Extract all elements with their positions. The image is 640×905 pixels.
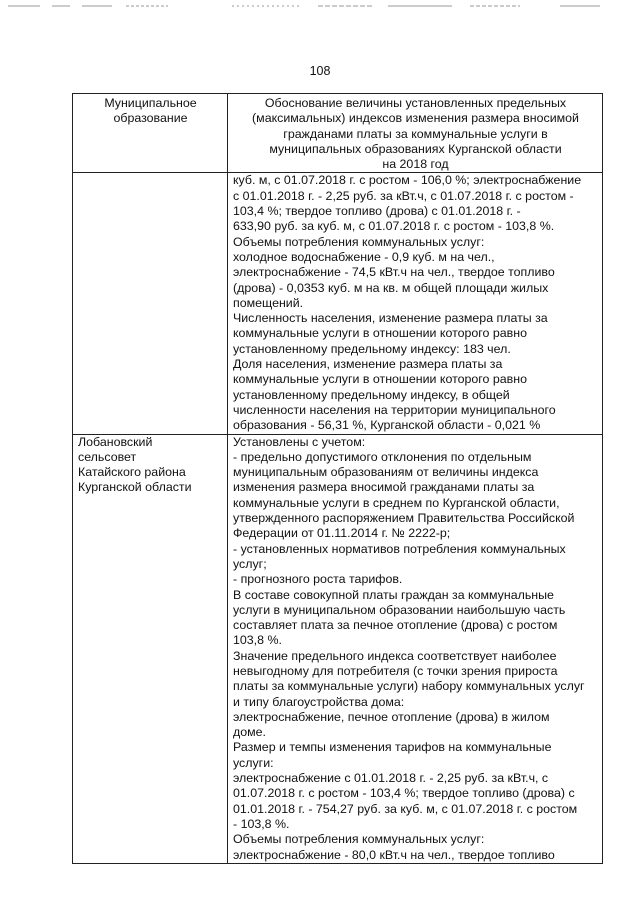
justification-line: составляет плата за печное отопление (дрова) с ростом [233, 618, 558, 633]
justification-line: численности населения на территории муниципального [233, 402, 556, 417]
justification-line: Объемы потребления коммунальных услуг: [233, 234, 485, 249]
header-col1-line: образование [113, 111, 188, 126]
justification-line: коммунальные услуги в среднем по Курганской области, [233, 495, 560, 510]
justification-line: - прогнозного роста тарифов. [233, 572, 403, 587]
justification-line: Значение предельного индекса соответствует наиболее [233, 648, 557, 663]
justification-line: 01.07.2018 г. с ростом - 103,4 %; твердое топливо (дрова) с [233, 786, 575, 801]
justification-line: коммунальные услуги в отношении которого равно [233, 372, 527, 387]
justification-line: услуг; [233, 556, 267, 571]
municipality-line: Катайского района [78, 465, 186, 480]
justification-line: платы за коммунальные услуги) набору коммунальных услуг [233, 679, 585, 694]
header-col2-line: Обоснование величины установленных предельных [264, 96, 567, 110]
justification-line: установленному предельному индексу, в общей [233, 387, 510, 402]
justification-line: Федерации от 01.11.2014 г. № 2222-р; [233, 526, 451, 541]
justification-line: - установленных нормативов потребления коммунальных [233, 541, 566, 556]
table-header-row [73, 94, 603, 173]
justification-line: Численность населения, изменение размера платы за [233, 311, 548, 326]
header-col2-line: на 2018 год [382, 157, 449, 172]
justification-line: (дрова) - 0,0353 куб. м на кв. м общей площади жилых [233, 280, 549, 295]
municipality-line: Курганской области [78, 480, 192, 495]
justification-line: коммунальные услуги в отношении которого равно [233, 326, 527, 341]
justification-line: муниципальным образованиям от величины индекса [233, 465, 539, 480]
header-col1-line: Муниципальное [104, 96, 197, 110]
justification-line: Объемы потребления коммунальных услуг: [233, 832, 485, 847]
table-row [73, 173, 603, 434]
municipality-line: Лобановский [78, 434, 153, 449]
justification-line: электроснабжение, печное отопление (дрова) в жилом [233, 709, 550, 724]
scan-edge-marks [0, 0, 640, 14]
justification-line: услуги в муниципальном образовании наибольшую часть [233, 602, 566, 617]
document-table [72, 93, 603, 864]
justification-line: - предельно допустимого отклонения по отдельным [233, 449, 532, 464]
justification-line: изменения размера вносимой гражданами платы за [233, 480, 535, 495]
justification-line: Размер и темпы изменения тарифов на коммунальные [233, 740, 552, 755]
justification-line: Доля населения, изменение размера платы за [233, 357, 503, 372]
justification-line: образования - 56,31 %, Курганской области - 0,021 % [233, 418, 541, 433]
justification-line: установленному предельному индексу: 183 чел. [233, 341, 511, 356]
justification-line: холодное водоснабжение - 0,9 куб. м на чел., [233, 249, 495, 264]
justification-line: куб. м, с 01.07.2018 г. с ростом - 106,0 %; электроснабжение [233, 173, 582, 188]
justification-line: электроснабжение - 80,0 кВт.ч на чел., твердое топливо [233, 847, 555, 862]
header-col2-line: муниципальных образованиях Курганской области [269, 141, 562, 156]
justification-line: доме. [233, 725, 266, 740]
header-justification-cell [228, 94, 603, 173]
justification-line: - 103,8 %. [233, 816, 290, 831]
justification-line: 103,8 %. [233, 633, 282, 648]
justification-line: утвержденного распоряжением Правительства Российской [233, 511, 575, 526]
justification-cell [228, 434, 603, 863]
justification-line: электроснабжение - 74,5 кВт.ч на чел., твердое топливо [233, 265, 555, 280]
justification-line: помещений. [233, 295, 304, 310]
justification-line: 01.01.2018 г. - 754,27 руб. за куб. м, с 01.07.2018 г. с ростом [233, 801, 578, 816]
header-col2-line: гражданами платы за коммунальные услуги в [283, 126, 548, 141]
justification-line: услуги: [233, 755, 274, 770]
municipality-cell [73, 434, 228, 863]
justification-line: 103,4 %; твердое топливо (дрова) с 01.01.2018 г. - [233, 204, 521, 219]
justification-line: невыгодному для потребителя (с точки зрения прироста [233, 663, 558, 678]
justification-line: электроснабжение с 01.01.2018 г. - 2,25 руб. за кВт.ч, с [233, 771, 549, 786]
justification-line: В составе совокупной платы граждан за коммунальные [233, 587, 554, 602]
municipality-line: сельсовет [78, 449, 137, 464]
table-row [73, 434, 603, 863]
header-municipality-cell [73, 94, 228, 173]
page-number: 108 [309, 64, 331, 78]
header-col2-line: (максимальных) индексов изменения размера вносимой [252, 111, 579, 126]
justification-line: Установлены с учетом: [233, 434, 366, 449]
justification-line: 633,90 руб. за куб. м, с 01.07.2018 г. с ростом - 103,8 %. [233, 219, 555, 234]
justification-cell [228, 173, 603, 434]
justification-line: и типу благоустройства дома: [233, 694, 405, 709]
municipality-cell [73, 173, 228, 434]
justification-line: с 01.01.2018 г. - 2,25 руб. за кВт.ч, с 01.07.2018 г. с ростом - [233, 188, 574, 203]
